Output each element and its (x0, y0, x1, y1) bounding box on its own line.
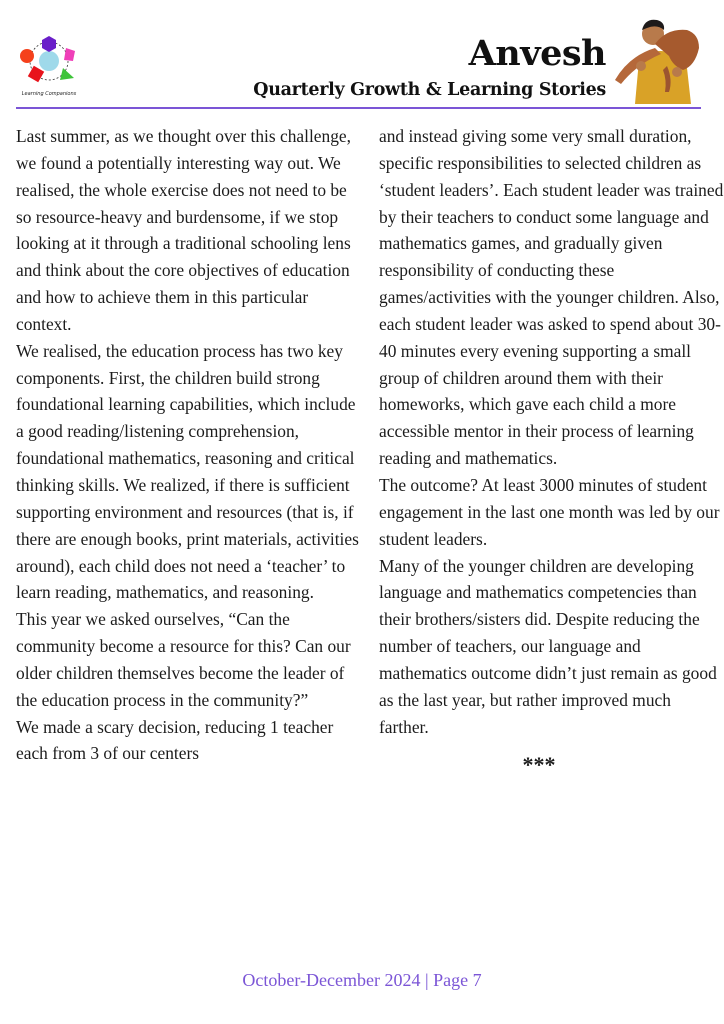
newsletter-subtitle: Quarterly Growth & Learning Stories (253, 80, 606, 100)
section-separator: *** (522, 752, 556, 778)
paragraph: Many of the younger children are developing language and mathematics competencies than their brothers/sisters did. Despite reducing the number of teachers, our language and mathematics outcome didn’t just remain as good as the last year, but rather improved much farther. (379, 555, 717, 737)
header-divider (16, 107, 701, 109)
boy-with-calf-image (607, 8, 707, 104)
paragraph: This year we asked ourselves, “Can the community become a resource for this? Can our older children themselves become the leader of the education process in the community?” (16, 609, 351, 710)
paragraph: and instead giving some very small duration, specific responsibilities to selected children as ‘student leaders’. Each student leader was trained by their teachers to conduct some language and mathematics games, and gradually given responsibility of conducting these games/activities with the younger children. Also, each student leader was asked to spend about 30-40 minutes every evening supporting a small group of children around them with their homeworks, which gave each child a more accessible mentor in their process of learning reading and mathematics. (379, 126, 724, 469)
page-footer: October-December 2024 | Page 7 (242, 970, 482, 990)
paragraph: The outcome? At least 3000 minutes of student engagement in the last one month was led by our student leaders. (379, 474, 720, 549)
header-photo (607, 8, 707, 104)
paragraph: We realised, the education process has two key components. First, the children build strong foundational learning capabilities, which include a good reading/listening comprehension, foundational mathematics, reasoning and critical thinking skills. We realized, if there is sufficient supporting environment and resources (that is, if there are enough books, print materials, activities around), each child does not need a ‘teacher’ to learn reading, mathematics, and reasoning. (16, 340, 359, 603)
article-right-column (379, 123, 724, 780)
paragraph: Last summer, as we thought over this challenge, we found a potentially interesting way out. We realised, the whole exercise does not need to be so resource-heavy and burdensome, if we stop looking at it through a traditional schooling lens and think about the core objectives of education and how to achieve them in this particular context. (16, 126, 351, 334)
logo-caption: Learning Companions (21, 91, 77, 97)
logo-icon (18, 34, 80, 90)
learning-companions-logo (18, 34, 80, 100)
paragraph: We made a scary decision, reducing 1 teacher each from 3 of our centers (16, 716, 334, 764)
newsletter-title: Anvesh (468, 33, 606, 74)
article-left-column (16, 123, 361, 767)
